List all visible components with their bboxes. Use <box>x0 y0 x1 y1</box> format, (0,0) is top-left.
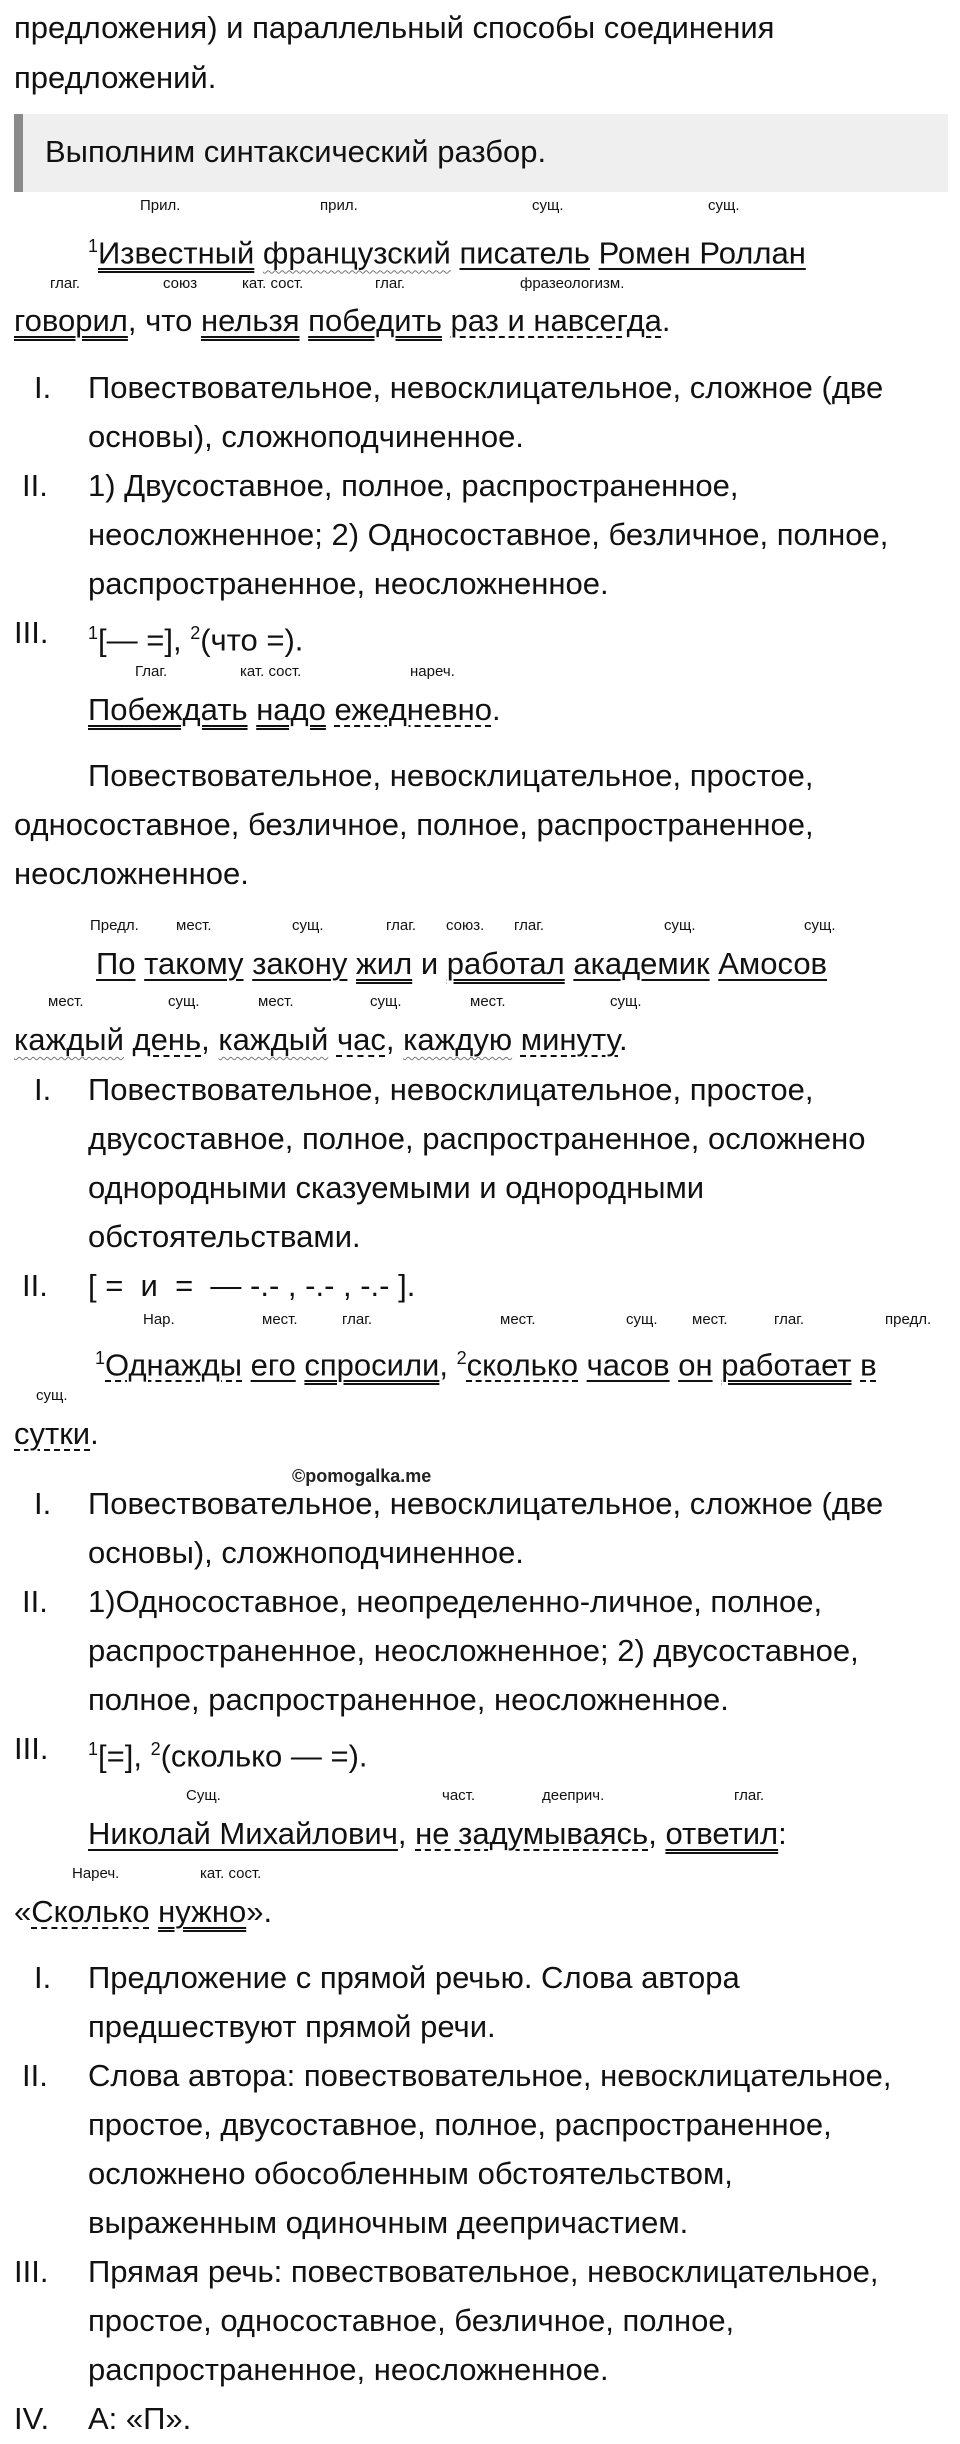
sentence-2 <box>88 692 501 728</box>
tag: Прил. <box>140 197 181 214</box>
tag: Нареч. <box>72 1865 120 1882</box>
analysis-line: выраженным одиночным деепричастием. <box>88 2205 689 2240</box>
word: ответил <box>665 1816 779 1851</box>
tag: сущ. <box>36 1387 68 1404</box>
word: академик <box>573 946 710 981</box>
roman-numeral: II. <box>22 468 48 503</box>
analysis-line: обстоятельствами. <box>88 1219 361 1254</box>
word: говорил <box>14 303 128 338</box>
banner-text: Выполним синтаксический разбор. <box>45 134 547 169</box>
word: писатель <box>459 235 590 271</box>
roman-numeral: I. <box>34 1072 52 1107</box>
schema-line: [ = и = — -.- , -.- , -.- ]. <box>88 1268 416 1303</box>
tag: мест. <box>470 993 506 1010</box>
tag: кат. сост. <box>242 275 304 292</box>
sentence-number: 1 <box>88 236 99 256</box>
tag: фразеологизм. <box>520 275 625 292</box>
sup: 2 <box>190 623 201 643</box>
text: , что <box>127 303 201 338</box>
tag: мест. <box>262 1311 298 1328</box>
schema-line <box>88 615 303 658</box>
word: жил <box>356 946 413 981</box>
tag: Нар. <box>143 1311 175 1328</box>
analysis-line: распространенное, неосложненное; 2) двусоставное, <box>88 1633 859 1668</box>
word: день <box>132 1022 202 1057</box>
sentence-3-line-1 <box>96 946 827 982</box>
tag: Сущ. <box>186 1787 221 1804</box>
word: нельзя <box>200 303 300 338</box>
section-banner <box>14 114 948 192</box>
word: закону <box>252 946 348 981</box>
text: (сколько — =). <box>160 1738 368 1774</box>
tag: сущ. <box>708 197 740 214</box>
roman-numeral: III. <box>14 2254 49 2289</box>
analysis-line: неосложненное; 2) Односоставное, безличное, полное, <box>88 517 889 552</box>
sentence-3-line-2: каждый день, каждый час, каждую минуту. <box>14 1022 628 1057</box>
word: Побеждать <box>88 692 248 727</box>
tag: мест. <box>692 1311 728 1328</box>
word: работает <box>721 1347 852 1383</box>
text: [=], <box>98 1738 151 1774</box>
sup: 2 <box>150 1739 161 1759</box>
analysis-line: Слова автора: повествовательное, невосклицательное, <box>88 2058 892 2093</box>
analysis-line: основы), сложноподчиненное. <box>88 419 524 454</box>
tag: мест. <box>500 1311 536 1328</box>
text: (что =). <box>200 622 304 658</box>
watermark: ©pomogalka.me <box>292 1466 432 1486</box>
tag: сущ. <box>532 197 564 214</box>
analysis-line: распространенное, неосложненное. <box>88 2352 609 2387</box>
word: сутки <box>14 1416 91 1451</box>
word: минуту <box>520 1022 619 1057</box>
tag: союз. <box>446 917 485 934</box>
sentence-number: 1 <box>95 1348 106 1368</box>
sentence-4-line-1: $^1$Однажды его спросили, $^2$сколько часов он работает в <box>95 1347 877 1383</box>
analysis-line: предшествуют прямой речи. <box>88 2009 496 2044</box>
word: каждую <box>403 1022 513 1057</box>
schema-line <box>88 1731 368 1774</box>
word: ежедневно <box>334 692 492 727</box>
word: он <box>678 1347 713 1383</box>
roman-numeral: III. <box>14 1731 49 1766</box>
word: не задумываясь <box>415 1816 649 1851</box>
word: Николай Михайлович <box>88 1816 398 1851</box>
tag: кат. сост. <box>200 1865 262 1882</box>
tag: сущ. <box>626 1311 658 1328</box>
analysis-line: двусоставное, полное, распространенное, осложнено <box>88 1121 866 1156</box>
analysis-line: односоставное, безличное, полное, распространенное, <box>14 807 814 842</box>
sentence-1-line-1 <box>88 228 806 271</box>
tag: мест. <box>258 993 294 1010</box>
intro-line-2: предложений. <box>14 60 217 95</box>
roman-numeral: I. <box>34 1486 52 1521</box>
tag: сущ. <box>664 917 696 934</box>
word: такому <box>144 946 244 981</box>
tag: глаг. <box>50 275 81 292</box>
word: каждый <box>218 1022 329 1057</box>
analysis-line: 1)Односоставное, неопределенно-личное, полное, <box>88 1584 823 1619</box>
tag: сущ. <box>370 993 402 1010</box>
text: « <box>14 1894 32 1929</box>
sentence-1-line-2 <box>14 303 671 339</box>
word: Амосов <box>718 946 828 981</box>
word: По <box>96 946 136 981</box>
text: [— =], <box>98 622 191 658</box>
text: . <box>661 303 671 338</box>
tag: част. <box>442 1787 476 1804</box>
analysis-line: Повествовательное, невосклицательное, сложное (две <box>88 1486 884 1521</box>
analysis-line: полное, распространенное, неосложненное. <box>88 1682 729 1717</box>
tag: сущ. <box>610 993 642 1010</box>
roman-numeral: I. <box>34 1960 52 1995</box>
tag: сущ. <box>804 917 836 934</box>
analysis-line: осложнено обособленным обстоятельством, <box>88 2156 733 2191</box>
sup: 1 <box>88 623 99 643</box>
analysis-line: распространенное, неосложненное. <box>88 566 609 601</box>
text: и <box>412 946 447 981</box>
analysis-line: однородными сказуемыми и однородными <box>88 1170 705 1205</box>
tag: Глаг. <box>135 663 168 680</box>
roman-numeral: IV. <box>14 2401 50 2436</box>
text: ». <box>246 1894 273 1929</box>
tag: дееприч. <box>542 1787 605 1804</box>
tag: нареч. <box>410 663 455 680</box>
sup: 1 <box>88 1739 99 1759</box>
word: французский <box>262 235 451 271</box>
tag: сущ. <box>168 993 200 1010</box>
roman-numeral: I. <box>34 370 52 405</box>
word: Известный <box>98 235 255 271</box>
sentence-number: 2 <box>456 1348 467 1368</box>
analysis-line: Предложение с прямой речью. Слова автора <box>88 1960 740 1995</box>
tag: глаг. <box>375 275 406 292</box>
tag: Предл. <box>90 917 139 934</box>
analysis-line: простое, односоставное, безличное, полное, <box>88 2303 735 2338</box>
roman-numeral: III. <box>14 615 49 650</box>
tag: глаг. <box>386 917 417 934</box>
word: раз и навсегда <box>450 303 662 338</box>
tag: мест. <box>176 917 212 934</box>
analysis-line: основы), сложноподчиненное. <box>88 1535 524 1570</box>
roman-numeral: II. <box>22 1268 48 1303</box>
sentence-5-line-2 <box>14 1894 272 1930</box>
tag: глаг. <box>514 917 545 934</box>
sentence-4-line-2: сутки. <box>14 1416 99 1451</box>
word: каждый <box>14 1022 124 1057</box>
tag: прил. <box>320 197 358 214</box>
word: надо <box>256 692 326 727</box>
word: победить <box>308 303 442 338</box>
word: работал <box>446 946 565 981</box>
tag: предл. <box>885 1311 932 1328</box>
word: Сколько <box>31 1894 150 1929</box>
intro-line-1: предложения) и параллельный способы соединения <box>14 10 775 45</box>
word: его <box>250 1347 296 1383</box>
roman-numeral: II. <box>22 2058 48 2093</box>
analysis-line: Повествовательное, невосклицательное, сложное (две <box>88 370 884 405</box>
analysis-line: Повествовательное, невосклицательное, простое, <box>88 1072 814 1107</box>
text: . <box>491 692 501 727</box>
analysis-line: Повествовательное, невосклицательное, простое, <box>88 758 814 793</box>
word: часов <box>586 1347 670 1383</box>
tag: кат. сост. <box>240 663 302 680</box>
tag: сущ. <box>292 917 324 934</box>
word: Ромен Роллан <box>598 235 806 271</box>
word: Однажды <box>105 1347 243 1383</box>
tag: союз <box>163 275 198 292</box>
tag: глаг. <box>342 1311 373 1328</box>
tag: мест. <box>48 993 84 1010</box>
tag: глаг. <box>734 1787 765 1804</box>
tag: глаг. <box>774 1311 805 1328</box>
roman-numeral: II. <box>22 1584 48 1619</box>
word: спросили <box>304 1347 440 1383</box>
analysis-line: 1) Двусоставное, полное, распространенное, <box>88 468 739 503</box>
analysis-line: А: «П». <box>88 2401 192 2436</box>
analysis-line: Прямая речь: повествовательное, невосклицательное, <box>88 2254 879 2289</box>
word: час <box>336 1022 386 1057</box>
analysis-line: неосложненное. <box>14 856 249 891</box>
sentence-5-line-1: Николай Михайлович, не задумываясь, ответил: <box>88 1816 787 1851</box>
word: в <box>860 1347 877 1383</box>
analysis-line: простое, двусоставное, полное, распространенное, <box>88 2107 832 2142</box>
word: нужно <box>158 1894 247 1929</box>
word: сколько <box>466 1347 578 1383</box>
